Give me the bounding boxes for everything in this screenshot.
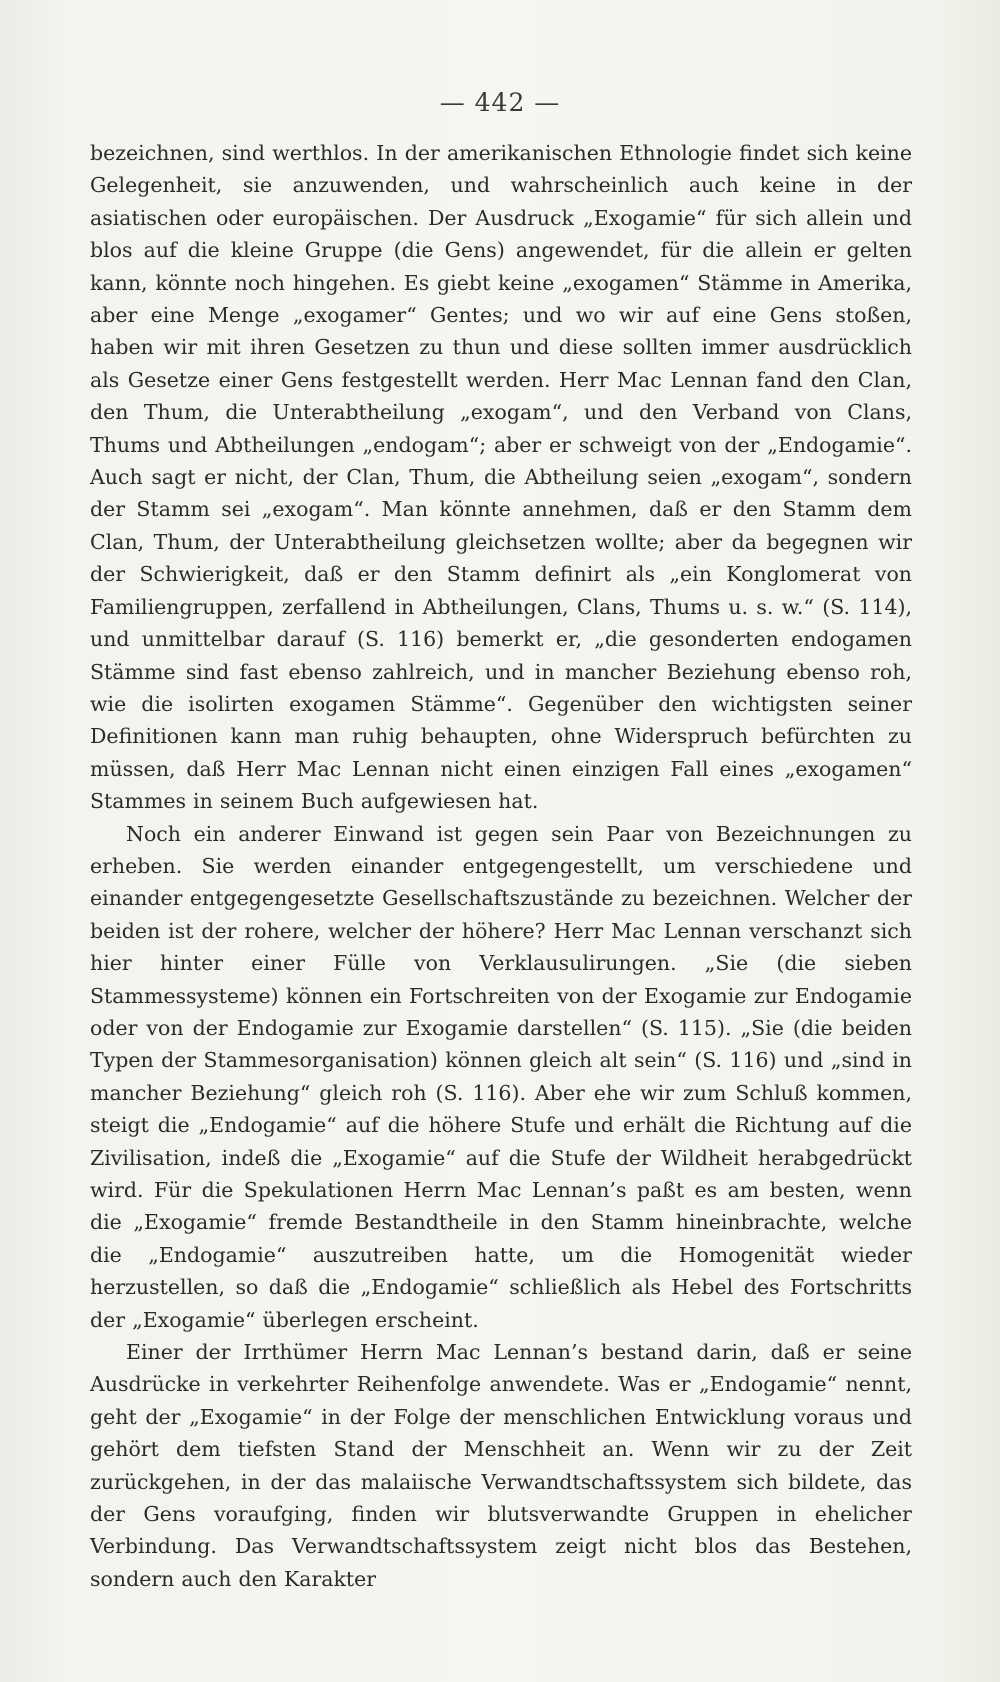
paragraph-3: Einer der Irrthümer Herrn Mac Lennan’s bestand darin, daß er seine Ausdrücke in verkehrter Reihenfolge anwendete. Was er „Endogamie“ nennt, geht der „Exogamie“ in der Folge der menschlichen Entwicklung voraus und gehört dem tiefsten Stand der Menschheit an. Wenn wir zu der Zeit zurückgehen, in der das malaiische Verwandtschaftssystem sich bildete, das der Gens voraufging, finden wir blutsverwandte Gruppen in ehelicher Verbindung. Das Verwandtschaftssystem zeigt nicht blos das Bestehen, sondern auch den Karakter: [90, 1340, 912, 1591]
paragraph-1: bezeichnen, sind werthlos. In der amerikanischen Ethnologie findet sich keine Gelegenheit, sie anzuwenden, und wahrscheinlich auch keine in der asiatischen oder europäischen. Der Ausdruck „Exogamie“ für sich allein und blos auf die kleine Gruppe (die Gens) angewendet, für die allein er gelten kann, könnte noch hingehen. Es giebt keine „exogamen“ Stämme in Amerika, aber eine Menge „exogamer“ Gentes; und wo wir auf eine Gens stoßen, haben wir mit ihren Gesetzen zu thun und diese sollten immer ausdrücklich als Gesetze einer Gens festgestellt werden. Herr Mac Lennan fand den Clan, den Thum, die Unterabtheilung „exogam“, und den Verband von Clans, Thums und Abtheilungen „endogam“; aber er schweigt von der „Endogamie“. Auch sagt er nicht, der Clan, Thum, die Abtheilung seien „exogam“, sondern der Stamm sei „exogam“. Man könnte annehmen, daß er den Stamm dem Clan, Thum, der Unterabtheilung gleichsetzen wollte; aber da begegnen wir der Schwierigkeit, daß er den Stamm definirt als „ein Konglomerat von Familiengruppen, zerfallend in Abtheilungen, Clans, Thums u. s. w.“ (S. 114), und unmittelbar darauf (S. 116) bemerkt er, „die gesonderten endogamen Stämme sind fast ebenso zahlreich, und in mancher Beziehung ebenso roh, wie die isolirten exogamen Stämme“. Gegenüber den wichtigsten seiner Definitionen kann man ruhig behaupten, ohne Widerspruch befürchten zu müssen, daß Herr Mac Lennan nicht einen einzigen Fall eines „exogamen“ Stammes in seinem Buch aufgewiesen hat.: [90, 141, 912, 814]
paragraph-2: Noch ein anderer Einwand ist gegen sein Paar von Bezeichnungen zu erheben. Sie werden einander entgegengestellt, um verschiedene und einander entgegengesetzte Gesellschaftszustände zu bezeichnen. Welcher der beiden ist der rohere, welcher der höhere? Herr Mac Lennan verschanzt sich hier hinter einer Fülle von Verklausulirungen. „Sie (die sieben Stammessysteme) können ein Fortschreiten von der Exogamie zur Endogamie oder von der Endogamie zur Exogamie darstellen“ (S. 115). „Sie (die beiden Typen der Stammesorganisation) können gleich alt sein“ (S. 116) und „sind in mancher Beziehung“ gleich roh (S. 116). Aber ehe wir zum Schluß kommen, steigt die „Endogamie“ auf die höhere Stufe und erhält die Richtung auf die Zivilisation, indeß die „Exogamie“ auf die Stufe der Wildheit herabgedrückt wird. Für die Spekulationen Herrn Mac Lennan’s paßt es am besten, wenn die „Exogamie“ fremde Bestandtheile in den Stamm hineinbrachte, welche die „Endogamie“ auszutreiben hatte, um die Homogenität wieder herzustellen, so daß die „Endogamie“ schließlich als Hebel des Fortschritts der „Exogamie“ überlegen erscheint.: [90, 821, 912, 1332]
page-number: — 442 —: [439, 88, 561, 117]
body-text: [90, 137, 912, 1595]
